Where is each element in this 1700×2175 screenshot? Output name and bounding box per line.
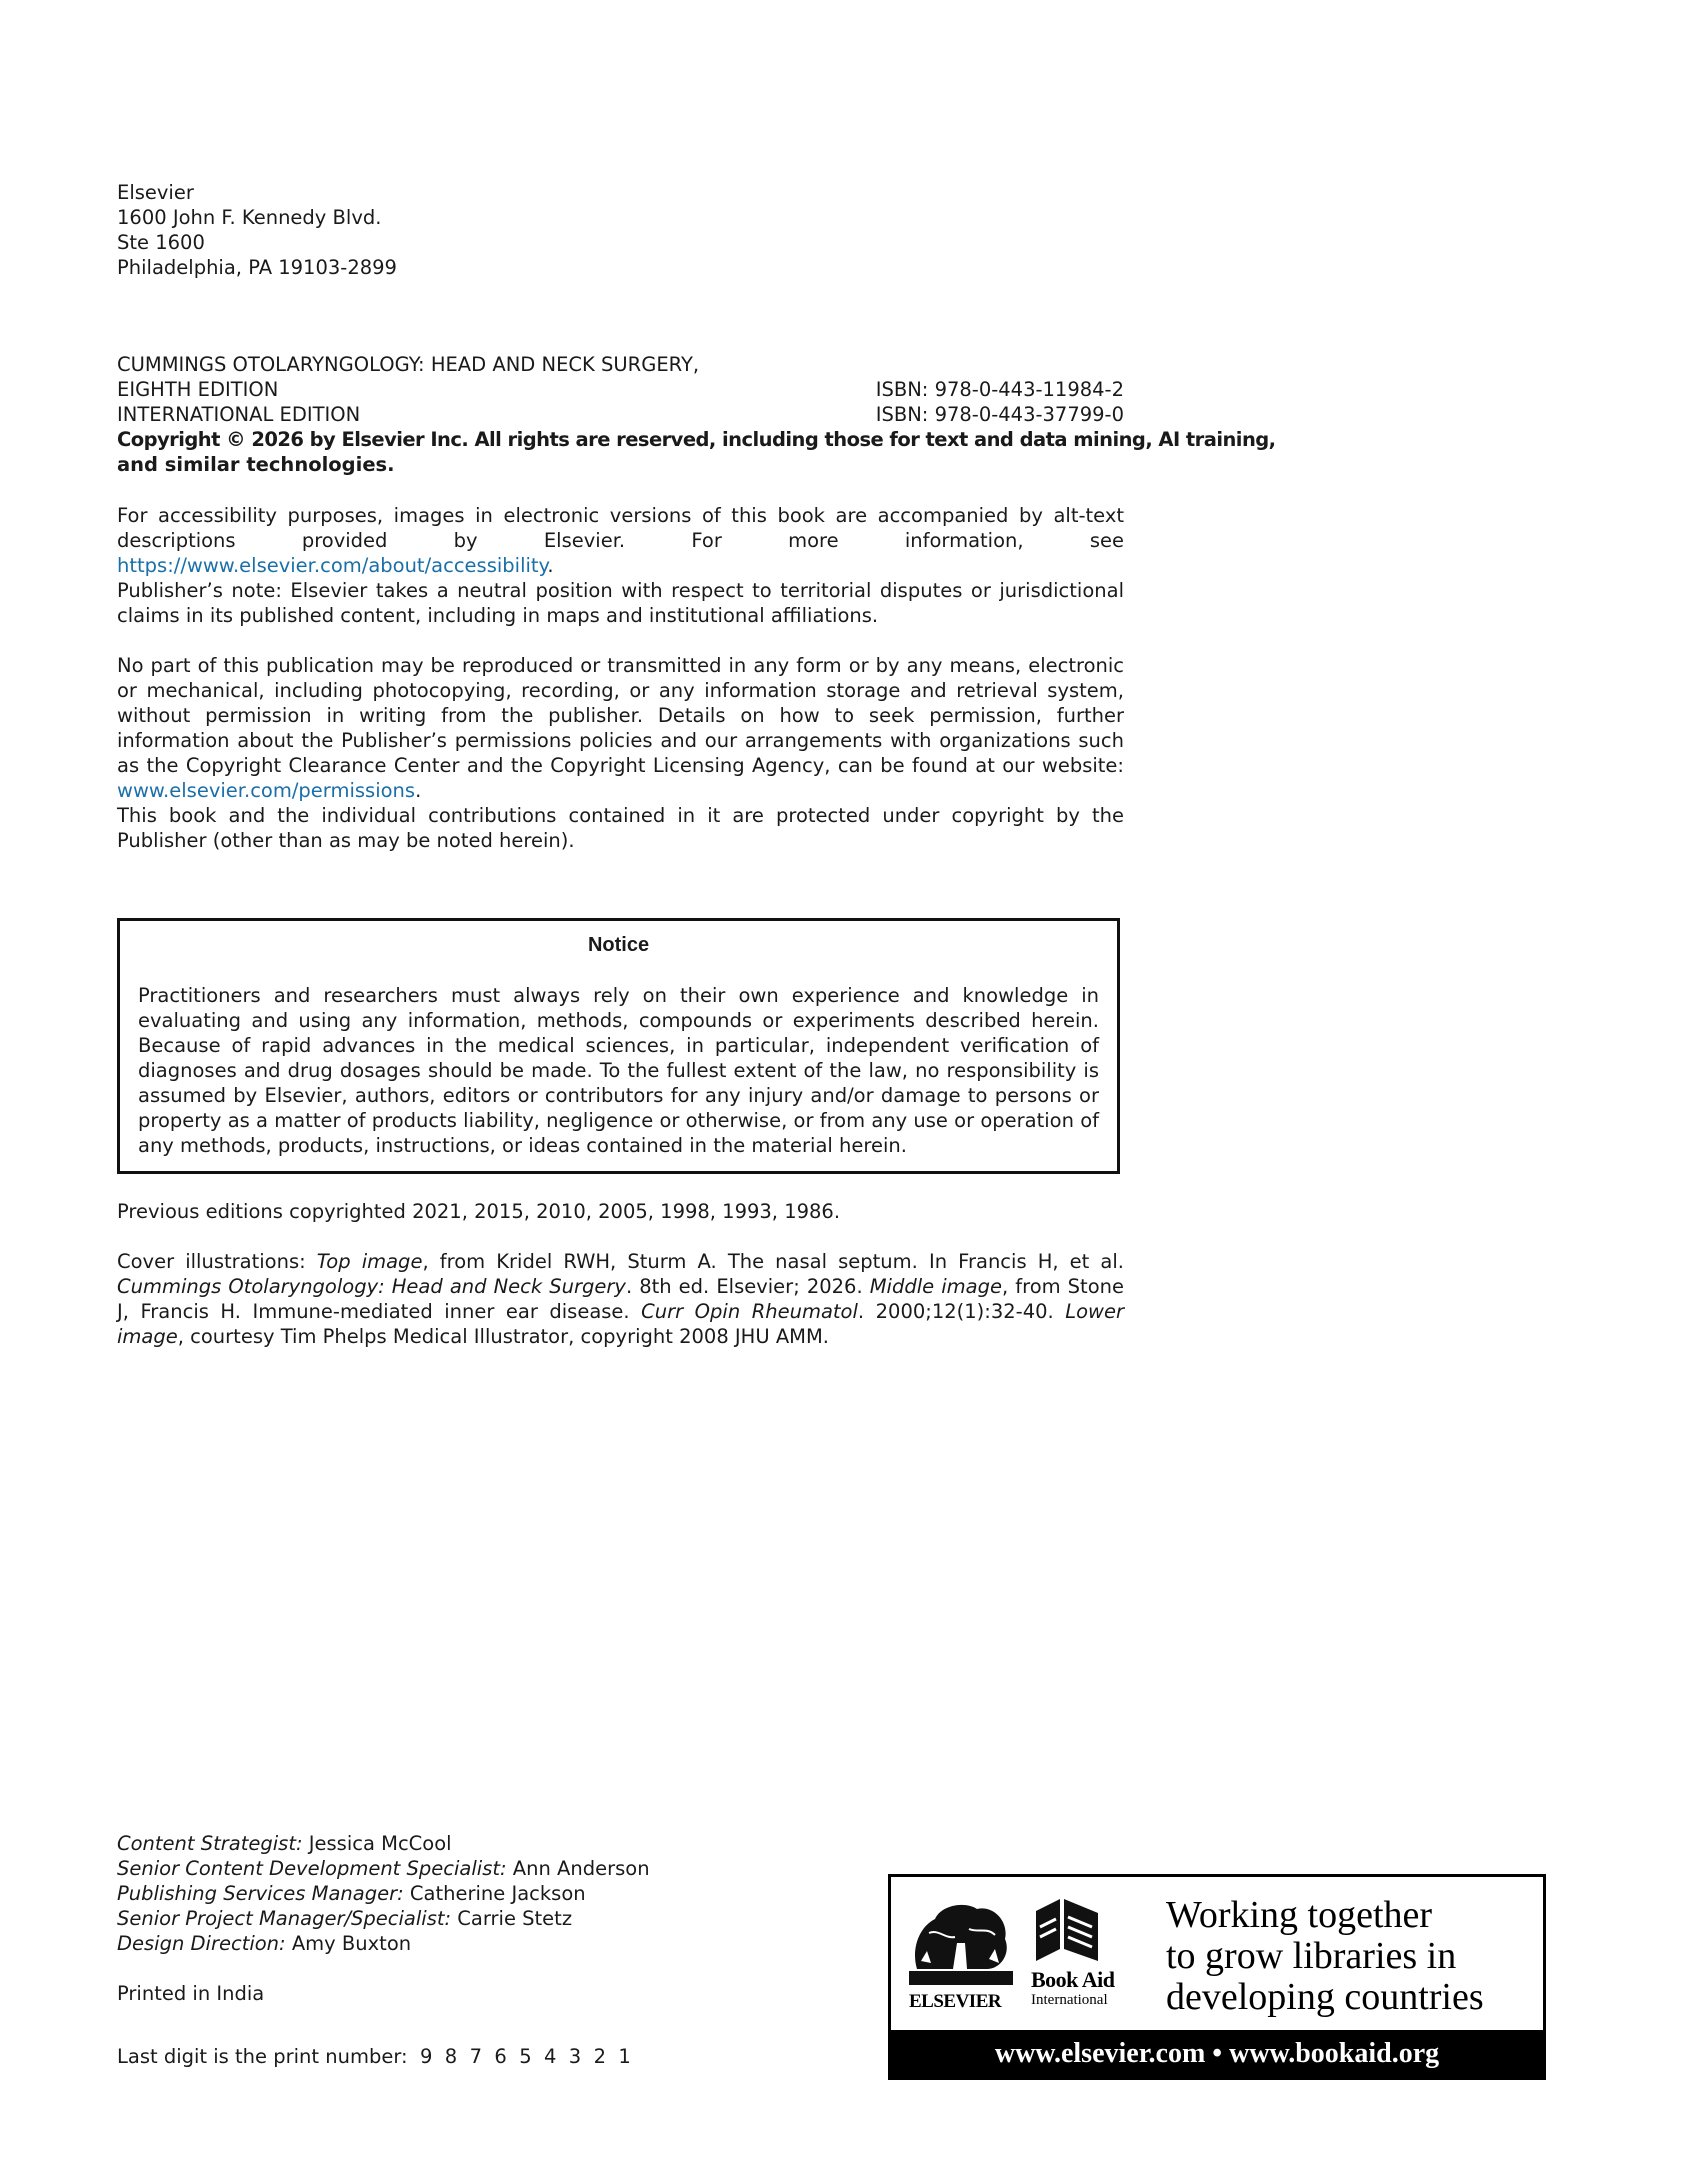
cover-book-title: Cummings Otolaryngology: Head and Neck Surgery — [117, 1275, 626, 1298]
permissions-text: No part of this publication may be reproduced or transmitted in any form or by any means, electronic or mechanical, including photocopying, recording, or any information storage and retrieval system, without permission in writing from the publisher. Details on how to seek permission, further information about the Publisher’s permissions policies and our arrangements with organizations such as the Copyright Clearance Center and the Copyright Licensing Agency, can be found at our website: — [117, 654, 1124, 777]
slogan-line: developing countries — [1166, 1976, 1484, 2018]
logo-slogan — [1166, 1895, 1484, 2018]
intl-edition-row — [117, 402, 1124, 427]
cover-illustrations — [117, 1249, 1124, 1349]
address-line: Philadelphia, PA 19103-2899 — [117, 256, 397, 279]
notice-title: Notice — [587, 934, 650, 956]
permissions-link[interactable]: www.elsevier.com/permissions — [117, 779, 416, 802]
book-aid-wordmark: Book Aid — [1031, 1967, 1115, 1992]
cover-middle-label: Middle image — [869, 1275, 1002, 1298]
period: . — [415, 779, 422, 802]
address-line: Elsevier — [117, 181, 194, 204]
intl-edition-label: INTERNATIONAL EDITION — [117, 403, 361, 426]
credits — [117, 1831, 857, 1956]
credit-line — [117, 1906, 857, 1931]
title-block — [117, 352, 1276, 477]
cover-lower-label: Lower image — [117, 1300, 1124, 1348]
cover-journal-rest: . 2000;12(1):32-40. — [857, 1300, 1066, 1323]
previous-editions: Previous editions copyrighted 2021, 2015, 2010, 2005, 1998, 1993, 1986. — [117, 1200, 841, 1223]
edition-label: EIGHTH EDITION — [117, 378, 279, 401]
notice-box — [117, 918, 1120, 1174]
elsevier-tree-icon — [909, 1899, 1013, 1985]
printed-in: Printed in India — [117, 1982, 265, 2005]
cover-book-rest: . 8th ed. Elsevier; 2026. — [625, 1275, 870, 1298]
address-line: Ste 1600 — [117, 231, 205, 254]
logo-footer-urls: www.elsevier.com • www.bookaid.org — [891, 2030, 1543, 2077]
book-aid-icon — [1034, 1897, 1100, 1963]
protected-paragraph: This book and the individual contributions contained in it are protected under copyright by the Publisher (other than as may be noted herein). — [117, 804, 1124, 852]
cover-top-label: Top image — [316, 1250, 423, 1273]
period: . — [547, 554, 554, 577]
accessibility-link[interactable]: https://www.elsevier.com/about/accessibility — [117, 554, 548, 577]
credit-name: Ann Anderson — [506, 1857, 650, 1880]
accessibility-paragraph — [117, 503, 1124, 578]
cover-middle-text: , from Stone J, Francis H. Immune-mediated inner ear disease. — [117, 1275, 1124, 1323]
book-aid-logo — [888, 1874, 1546, 2080]
cover-journal: Curr Opin Rheumatol — [641, 1300, 858, 1323]
elsevier-wordmark: ELSEVIER — [909, 1991, 1002, 2012]
credit-name: Jessica McCool — [302, 1832, 452, 1855]
notice-body: Practitioners and researchers must always rely on their own experience and knowledge in evaluating and using any information, methods, compounds or experiments described herein. Because of rapid advances in the medical sciences, in particular, independent verification of diagnoses and drug dosages should be made. To the fullest extent of the law, no responsibility is assumed by Elsevier, authors, editors or contributors for any injury and/or damage to persons or property as a matter of products liability, negligence or otherwise, or from any use or operation of any methods, products, instructions, or ideas contained in the material herein. — [138, 984, 1099, 1157]
address-line: 1600 John F. Kennedy Blvd. — [117, 206, 382, 229]
book-aid-subtitle: International — [1031, 1992, 1108, 2008]
credit-role: Publishing Services Manager: — [117, 1882, 404, 1905]
edition-isbn: ISBN: 978-0-443-11984-2 — [875, 378, 1124, 401]
publisher-address — [117, 180, 1124, 280]
book-title: CUMMINGS OTOLARYNGOLOGY: HEAD AND NECK SURGERY, — [117, 353, 700, 376]
credit-line — [117, 1881, 857, 1906]
credit-role: Content Strategist: — [117, 1832, 303, 1855]
cover-top-text: , from Kridel RWH, Sturm A. The nasal septum. In Francis H, et al. — [422, 1250, 1124, 1273]
credit-role: Senior Project Manager/Specialist: — [117, 1907, 452, 1930]
credit-name: Carrie Stetz — [451, 1907, 573, 1930]
permissions-paragraph — [117, 653, 1124, 803]
credit-role: Senior Content Development Specialist: — [117, 1857, 507, 1880]
credit-name: Amy Buxton — [285, 1932, 412, 1955]
copyright-line: and similar technologies. — [117, 453, 395, 476]
cover-prefix: Cover illustrations: — [117, 1250, 317, 1273]
print-number: Last digit is the print number: 9 8 7 6 5 4 3 2 1 — [117, 2045, 631, 2068]
credit-line — [117, 1831, 857, 1856]
slogan-line: Working together — [1166, 1894, 1433, 1936]
cover-lower-text: , courtesy Tim Phelps Medical Illustrator, copyright 2008 JHU AMM. — [177, 1325, 830, 1348]
publisher-note: Publisher’s note: Elsevier takes a neutral position with respect to territorial disputes or jurisdictional claims in its published content, including in maps and institutional affiliations. — [117, 579, 1124, 627]
intl-edition-isbn: ISBN: 978-0-443-37799-0 — [875, 403, 1124, 426]
credit-role: Design Direction: — [117, 1932, 286, 1955]
credit-name: Catherine Jackson — [403, 1882, 586, 1905]
edition-row — [117, 377, 1124, 402]
accessibility-text: For accessibility purposes, images in electronic versions of this book are accompanied by alt-text descriptions provided by Elsevier. For more information, see — [117, 504, 1124, 552]
copyright-line: Copyright © 2026 by Elsevier Inc. All rights are reserved, including those for text and data mining, AI training, — [117, 428, 1276, 451]
credit-line — [117, 1931, 857, 1956]
credit-line — [117, 1856, 857, 1881]
slogan-line: to grow libraries in — [1166, 1935, 1457, 1977]
